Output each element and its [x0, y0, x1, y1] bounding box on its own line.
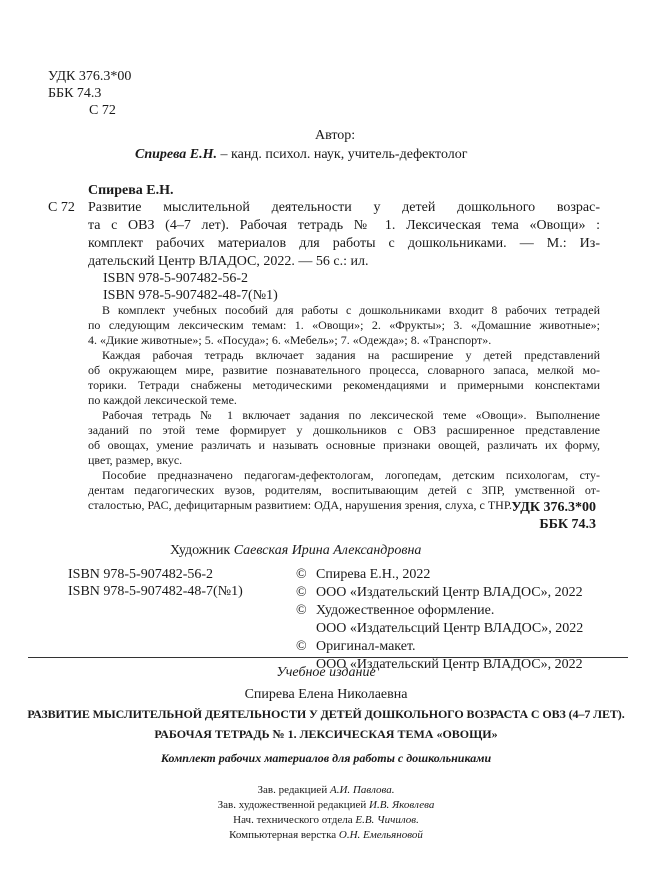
copyright-symbol: © [296, 585, 307, 600]
catalog-author: Спирева Е.Н. [88, 183, 174, 198]
annotation-line: 4. «Дикие животные»; 5. «Посуда»; 6. «Мебель»; 7. «Одежда»; 8. «Транспорт». [88, 333, 492, 347]
annotation-line: торики. Тетради снабжены методическими рекомендациями и примерными конспектами [88, 378, 600, 392]
annotation-line: сталостью, РАС, дефицитарным развитием: ОДА, нарушения зрения, слуха, с ТНР. [88, 498, 512, 512]
copyright-symbol: © [296, 639, 307, 654]
credit-role: Компьютерная верстка [229, 829, 339, 841]
artist-name: Саевская Ирина Александровна [233, 543, 422, 558]
catalog-mark: С 72 [48, 200, 75, 215]
credit-role: Зав. редакцией [257, 784, 330, 796]
artist-label: Художник [170, 543, 234, 558]
isbn-1: ISBN 978-5-907482-56-2 [68, 567, 214, 582]
author-heading: Автор: [315, 128, 356, 143]
copyright-text: Спирева Е.Н., 2022 [316, 567, 431, 582]
bbk-code: ББК 74.3 [48, 86, 102, 101]
copyright-symbol: © [296, 567, 307, 582]
annotation-line: об овощах, умение различать и называть основные признаки овощей, различать их форму, [88, 438, 600, 452]
credit-name: Е.В. Чичилов. [355, 814, 419, 826]
annotation [88, 303, 600, 513]
right-udk-code: УДК 376.3*00 [511, 500, 596, 515]
annotation-line: В комплект учебных пособий для работы с дошкольниками входит 8 рабочих тетрадей [102, 303, 600, 317]
divider [28, 657, 628, 658]
annotation-line: Каждая рабочая тетрадь включает задания на расширение у детей представлений [102, 348, 600, 362]
author-mark: С 72 [89, 103, 116, 118]
edition-type: Учебное издание [276, 665, 376, 680]
catalog-line: дательский Центр ВЛАДОС, 2022. — 56 с.: ил. [88, 254, 369, 269]
annotation-line: Пособие предназначено педагогам-дефектологам, логопедам, детским психологам, сту- [102, 468, 600, 482]
credit-line [0, 783, 652, 798]
isbn-2: ISBN 978-5-907482-48-7(№1) [68, 584, 243, 599]
annotation-line: по следующим лексическим темам: 1. «Овощи»; 2. «Фрукты»; 3. «Домашние животные»; [88, 318, 600, 332]
author-credentials: – канд. психол. наук, учитель-дефектолог [217, 147, 468, 162]
credit-name: А.И. Павлова. [329, 784, 395, 796]
annotation-line: Рабочая тетрадь № 1 включает задания по лексической теме «Овощи». Выполнение [102, 408, 600, 422]
artist-line [170, 542, 421, 560]
annotation-line: цвет, размер, вкус. [88, 453, 183, 467]
catalog-line: комплект рабочих материалов для работы с дошкольниками. — М.: Из- [88, 236, 600, 251]
annotation-line: об окружающем мире, развитие познавательного процесса, словарного запаса, мелкой мо- [88, 363, 600, 377]
credit-name: И.В. Яковлева [369, 799, 435, 811]
copyright-entry [296, 584, 583, 602]
credit-line [0, 798, 652, 813]
author-name: Спирева Е.Н. [135, 147, 218, 162]
catalog-line: та с ОВЗ (4–7 лет). Рабочая тетрадь № 1. Лексическая тема «Овощи» : [88, 218, 600, 233]
credit-line [0, 813, 652, 828]
credit-line [0, 828, 652, 843]
copyright-text: ООО «Издательский Центр ВЛАДОС», 2022 [316, 585, 583, 600]
copyright-text: ООО «Издательский Центр ВЛАДОС», 2022 [316, 657, 583, 672]
credit-name: О.Н. Емельяновой [338, 829, 423, 841]
copyright-entry [296, 602, 583, 638]
author-full-name: Спирева Елена Николаевна [244, 687, 408, 702]
book-title: РАЗВИТИЕ МЫСЛИТЕЛЬНОЙ ДЕЯТЕЛЬНОСТИ У ДЕТЕЙ ДОШКОЛЬНОГО ВОЗРАСТА С ОВЗ (4–7 ЛЕТ). [27, 707, 625, 721]
copyright-text: Оригинал-макет. [316, 639, 416, 654]
copyright-symbol: © [296, 603, 307, 618]
credits [0, 783, 652, 843]
credit-role: Зав. художественной редакцией [217, 799, 370, 811]
annotation-line: по каждой лексической теме. [88, 393, 237, 407]
credit-role: Нач. технического отдела [233, 814, 356, 826]
author-line [135, 146, 467, 164]
catalog-description [88, 199, 600, 271]
book-series: Комплект рабочих материалов для работы с дошкольниками [160, 751, 492, 765]
copyright-entry [296, 566, 583, 584]
catalog-isbn-2: ISBN 978-5-907482-48-7(№1) [103, 288, 278, 303]
annotation-line: заданий по этой теме формирует у дошкольников с ОВЗ расширенное представление [88, 423, 600, 437]
annotation-line: дентам педагогических вузов, родителям, воспитывающим детей с ЗПР, умственной от- [88, 483, 600, 497]
catalog-isbn-1: ISBN 978-5-907482-56-2 [103, 271, 249, 286]
right-bbk-code: ББК 74.3 [539, 517, 596, 532]
catalog-line: Развитие мыслительной деятельности у детей дошкольного возрас- [88, 200, 600, 215]
udk-code: УДК 376.3*00 [48, 69, 132, 84]
copyright-text: Художественное оформление. [316, 603, 495, 618]
book-subtitle: РАБОЧАЯ ТЕТРАДЬ № 1. ЛЕКСИЧЕСКАЯ ТЕМА «ОВОЩИ» [154, 727, 498, 741]
copyright-text: ООО «Издательсций Центр ВЛАДОС», 2022 [316, 621, 584, 636]
